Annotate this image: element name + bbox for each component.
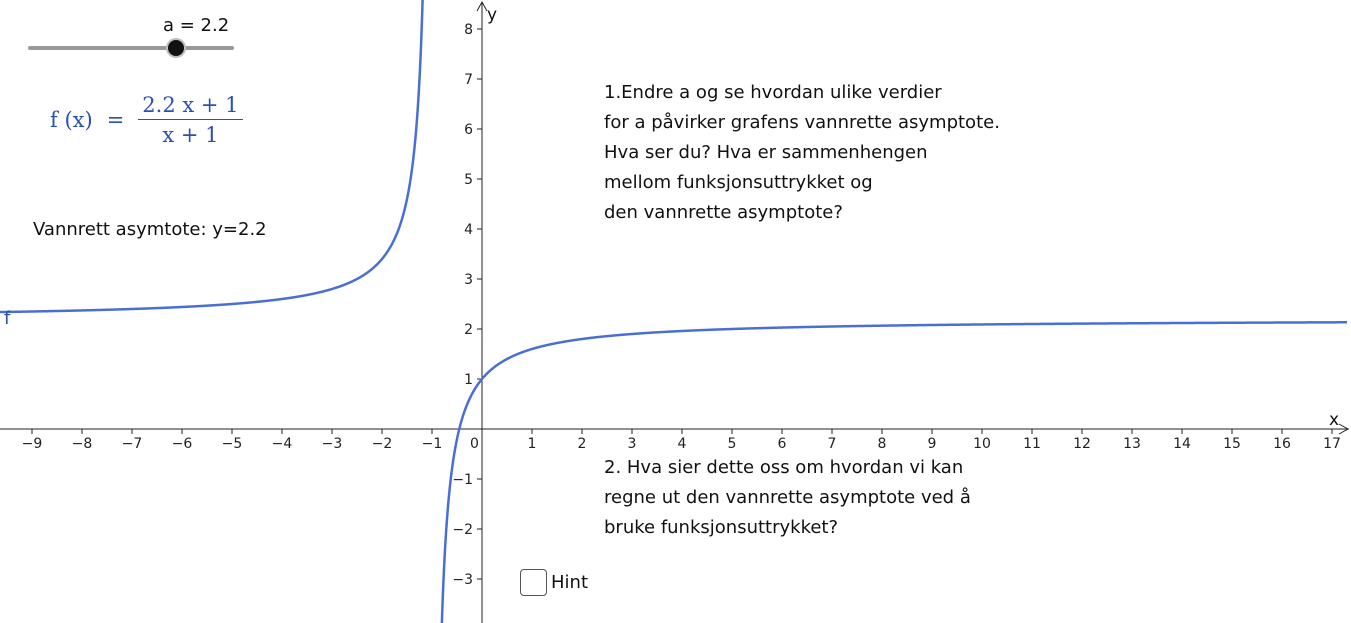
hint-label[interactable]: Hint (551, 572, 589, 593)
y-tick-label: 2 (464, 322, 473, 338)
hint-checkbox[interactable] (520, 569, 588, 596)
y-tick-label: 7 (464, 72, 473, 88)
y-tick-label: −2 (452, 522, 473, 538)
y-tick-label: 8 (464, 22, 473, 38)
x-tick-label: −8 (71, 436, 93, 452)
x-tick-label: 17 (1323, 436, 1341, 452)
x-tick-label: −4 (271, 436, 293, 452)
function-formula (50, 93, 243, 147)
x-tick-label: 1 (527, 436, 537, 452)
x-tick-label: 0 (470, 436, 479, 452)
x-tick-label: 10 (973, 436, 991, 452)
y-tick-label: 1 (464, 372, 473, 388)
x-tick-label: 4 (677, 436, 687, 452)
formula-equals: = (106, 108, 125, 132)
x-axis-label: x (1329, 410, 1340, 430)
x-tick-label: 5 (727, 436, 737, 452)
x-tick-label: 11 (1023, 436, 1041, 452)
question-1-line: for a påvirker grafens vannrette asymptote. (604, 112, 1000, 133)
x-tick-label: −7 (121, 436, 143, 452)
question-2-line: bruke funksjonsuttrykket? (604, 517, 839, 538)
x-tick-label: 7 (827, 436, 837, 452)
y-tick-label: −1 (452, 472, 473, 488)
x-tick-label: −3 (321, 436, 343, 452)
question-1 (604, 78, 1000, 228)
formula-lhs: f (x) (50, 108, 93, 132)
x-tick-label: −9 (21, 436, 43, 452)
y-tick-label: 5 (464, 172, 473, 188)
x-tick-label: 3 (627, 436, 637, 452)
x-tick-label: 15 (1223, 436, 1241, 452)
x-tick-label: −2 (371, 436, 393, 452)
slider-a[interactable] (28, 46, 234, 50)
y-tick-label: 6 (464, 122, 473, 138)
question-1-line: den vannrette asymptote? (604, 202, 843, 223)
x-tick-label: 13 (1123, 436, 1141, 452)
y-tick-label: 4 (464, 222, 473, 238)
x-tick-label: 12 (1073, 436, 1091, 452)
asymptote-text: Vannrett asymtote: y=2.2 (33, 219, 267, 240)
x-tick-label: 9 (927, 436, 937, 452)
x-tick-label: 6 (777, 436, 787, 452)
x-tick-label: −1 (421, 436, 443, 452)
y-tick-label: 3 (464, 272, 473, 288)
question-2-line: regne ut den vannrette asymptote ved å (604, 487, 971, 508)
x-tick-label: −6 (171, 436, 193, 452)
formula-denominator: x + 1 (162, 123, 219, 147)
formula-fraction (138, 93, 242, 147)
question-1-line: Hva ser du? Hva er sammenhengen (604, 142, 928, 163)
x-tick-label: 14 (1173, 436, 1191, 452)
checkbox-box[interactable] (520, 569, 547, 596)
formula-numerator: 2.2 x + 1 (142, 93, 239, 117)
y-axis-label: y (487, 5, 498, 25)
question-2-line: 2. Hva sier dette oss om hvordan vi kan (604, 457, 964, 478)
curve-label: f (4, 308, 11, 329)
x-tick-label: 8 (877, 436, 887, 452)
question-1-line: 1.Endre a og se hvordan ulike verdier (604, 82, 942, 103)
x-tick-label: −5 (221, 436, 243, 452)
y-tick-label: −3 (452, 572, 473, 588)
question-1-line: mellom funksjonsuttrykket og (604, 172, 873, 193)
x-tick-label: 16 (1273, 436, 1291, 452)
slider-label: a = 2.2 (163, 15, 230, 36)
x-tick-label: 2 (577, 436, 587, 452)
question-2 (604, 453, 971, 543)
